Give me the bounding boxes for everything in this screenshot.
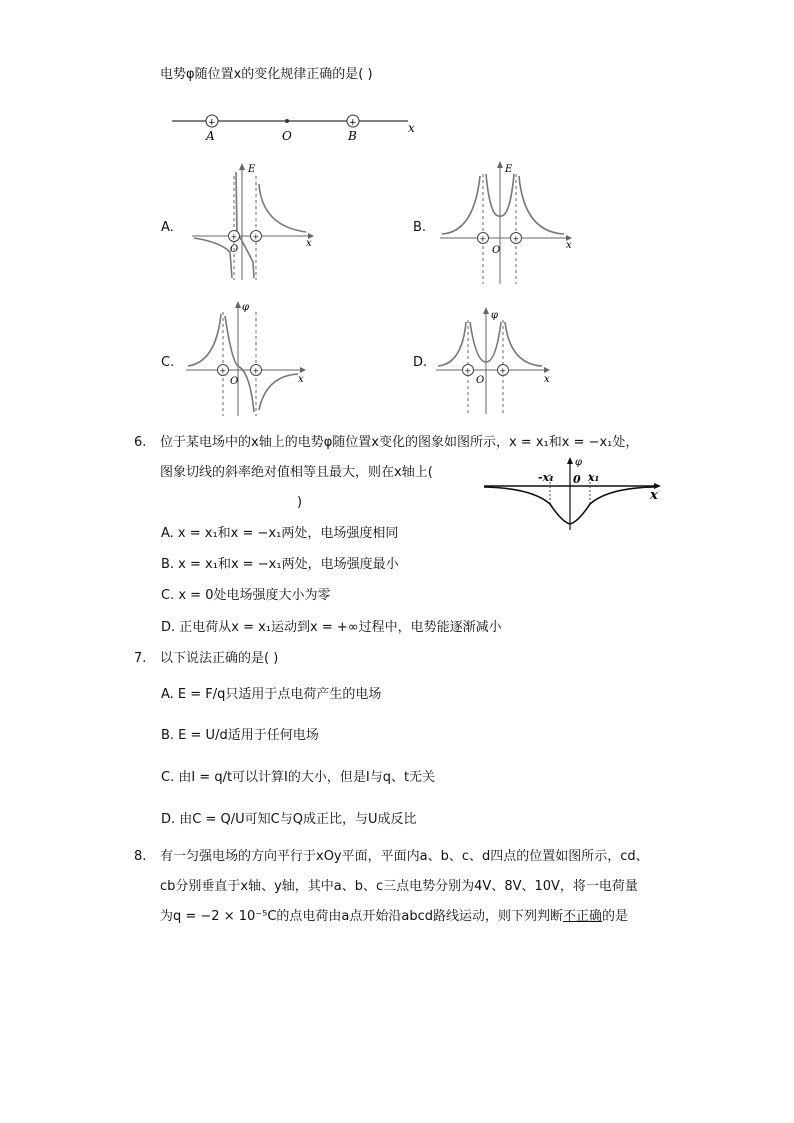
- svg-text:E: E: [248, 164, 256, 175]
- svg-text:E: E: [505, 164, 513, 175]
- svg-text:-x₁: -x₁: [538, 471, 554, 484]
- svg-text:+: +: [479, 234, 487, 244]
- svg-text:0: 0: [573, 473, 581, 486]
- svg-text:+: +: [512, 234, 520, 244]
- svg-text:+: +: [349, 118, 357, 128]
- q8-stem-line2: cb分别垂直于x轴、y轴，其中a、b、c三点电势分别为4V、8V、10V，将一电荷量: [160, 879, 638, 894]
- q5-option-b-graph: [438, 158, 578, 288]
- q6-number: 6.: [134, 435, 147, 450]
- q6-stem-line1: 位于某电场中的x轴上的电势φ随位置x变化的图象如图所示，x = x₁和x = −x₁处，: [160, 435, 639, 450]
- svg-text:φ: φ: [242, 302, 250, 313]
- svg-text:x: x: [544, 374, 550, 385]
- svg-text:+: +: [230, 232, 238, 242]
- svg-text:O: O: [230, 244, 239, 255]
- svg-text:x: x: [566, 240, 572, 251]
- q8-stem-line3: 为q = −2 × 10⁻⁵C的点电荷由a点开始沿abcd路线运动，则下列判断不正确的是: [160, 909, 629, 924]
- q5-option-d-label: D.: [413, 355, 428, 370]
- svg-text:+: +: [499, 366, 507, 376]
- svg-text:x: x: [298, 374, 304, 385]
- label-o: O: [282, 129, 292, 143]
- q6-option-c: C. x = 0处电场强度大小为零: [161, 588, 331, 603]
- svg-text:+: +: [208, 118, 216, 128]
- q5-option-b-label: B.: [413, 220, 427, 235]
- svg-text:O: O: [476, 375, 485, 386]
- svg-text:O: O: [492, 245, 501, 256]
- svg-text:O: O: [230, 376, 239, 387]
- q6-stem-line3: ): [297, 495, 303, 510]
- q7-option-c: C. 由I = q/t可以计算I的大小，但是I与q、t无关: [161, 770, 436, 785]
- svg-text:φ: φ: [575, 457, 583, 468]
- svg-text:+: +: [219, 366, 227, 376]
- q6-stem-line2: 图象切线的斜率绝对值相等且最大，则在x轴上(: [160, 465, 433, 480]
- q5-option-d-graph: [434, 306, 564, 416]
- q6-option-a: A. x = x₁和x = −x₁两处，电场强度相同: [161, 526, 399, 541]
- svg-text:x: x: [650, 488, 658, 503]
- q7-stem: 以下说法正确的是( ): [160, 651, 279, 666]
- svg-text:φ: φ: [491, 310, 499, 321]
- svg-text:+: +: [252, 366, 260, 376]
- q5-option-a-label: A.: [161, 220, 174, 235]
- q6-option-d: D. 正电荷从x = x₁运动到x = +∞过程中，电势能逐渐减小: [161, 620, 502, 635]
- label-b: B: [348, 129, 357, 143]
- q7-number: 7.: [134, 651, 147, 666]
- svg-text:+: +: [464, 366, 472, 376]
- q6-option-b: B. x = x₁和x = −x₁两处，电场强度最小: [161, 557, 399, 572]
- q8-underlined-not-correct: 不正确: [563, 909, 603, 924]
- q7-option-d: D. 由C = Q/U可知C与Q成正比，与U成反比: [161, 812, 417, 827]
- svg-text:x: x: [306, 238, 312, 249]
- q5-option-a-graph: [190, 162, 320, 282]
- label-x: x: [408, 121, 415, 135]
- label-a: A: [206, 129, 215, 143]
- q8-number: 8.: [134, 849, 147, 864]
- q5-charge-axis-figure: [170, 108, 430, 148]
- svg-text:x₁: x₁: [588, 471, 600, 484]
- q7-option-a: A. E = F/q只适用于点电荷产生的电场: [161, 687, 382, 702]
- q5-option-c-graph: [184, 300, 314, 420]
- q6-potential-figure: [482, 456, 668, 532]
- q7-option-b: B. E = U/d适用于任何电场: [161, 728, 319, 743]
- q8-stem-line1: 有一匀强电场的方向平行于xOy平面，平面内a、b、c、d四点的位置如图所示，cd、: [160, 849, 649, 864]
- q5-stem-tail: 电势φ随位置x的变化规律正确的是( ): [160, 67, 373, 82]
- q5-option-c-label: C.: [161, 355, 175, 370]
- svg-text:+: +: [252, 232, 260, 242]
